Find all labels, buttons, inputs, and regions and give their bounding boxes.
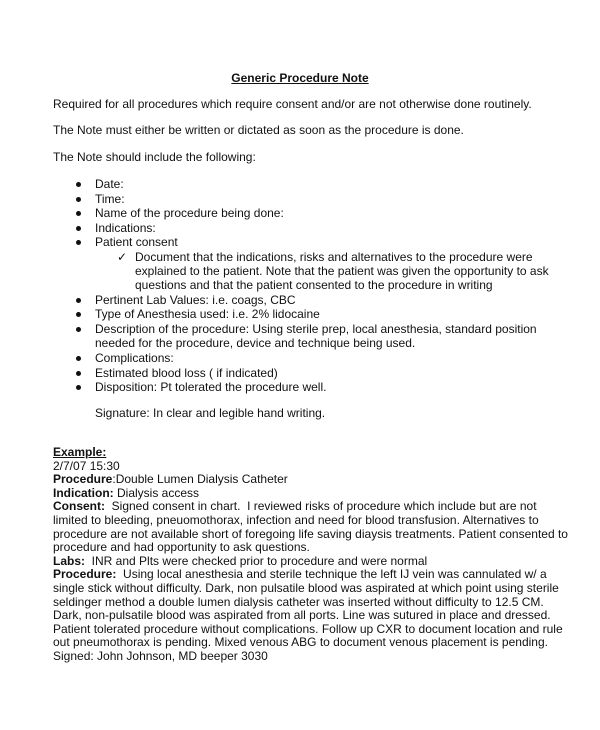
- example-procedure-text: Patient tolerated procedure without complications. Follow up CXR to document location and rule: [53, 621, 563, 636]
- field-value: Dialysis access: [113, 485, 200, 500]
- field-value: INR and Plts were checked prior to procedure and were normal: [85, 553, 428, 568]
- example-indication: [53, 486, 199, 500]
- bullet-text: Name of the procedure being done:: [95, 206, 284, 221]
- field-label: Procedure:: [53, 567, 117, 582]
- example-consent-text: limited to bleeding, pneuomothorax, infection and need for blood transfusion. Alternatives to: [53, 513, 539, 527]
- signature-instruction: Signature: In clear and legible hand writing.: [95, 406, 326, 420]
- bullet-icon: [76, 356, 81, 361]
- example-datetime: 2/7/07 15:30: [53, 458, 120, 473]
- example-procedure-text: Dark, non-pulsatile blood was aspirated from all ports. Line was sutured in place and dressed.: [53, 608, 551, 623]
- example-procedure-detail: [53, 567, 547, 581]
- bullet-icon: [76, 327, 81, 332]
- bullet-text: Complications:: [95, 351, 174, 365]
- bullet-text: Pertinent Lab Values: i.e. coags, CBC: [95, 292, 296, 307]
- bullet-text: Date:: [95, 177, 124, 191]
- example-signed: Signed: John Johnson, MD beeper 3030: [53, 649, 268, 663]
- bullet-icon: [76, 197, 81, 202]
- intro-paragraph: The Note should include the following:: [53, 150, 256, 164]
- example-procedure-text: seldinger method a double lumen dialysis catheter was inserted without difficulty to 12.5 CM.: [53, 594, 544, 609]
- bullet-icon: [76, 312, 81, 317]
- bullet-text: Indications:: [95, 220, 156, 235]
- checkmark-icon: ✓: [117, 250, 128, 264]
- bullet-icon: [76, 385, 81, 390]
- sub-bullet-text: questions and that the patient consented to the procedure in writing: [135, 278, 493, 293]
- bullet-text: Time:: [95, 191, 125, 206]
- field-label: Consent:: [53, 499, 105, 514]
- example-consent-text: procedure and had opportunity to ask questions.: [53, 540, 310, 555]
- bullet-icon: [76, 226, 81, 231]
- intro-paragraph: The Note must either be written or dictated as soon as the procedure is done.: [53, 123, 464, 137]
- bullet-icon: [76, 182, 81, 187]
- example-procedure-text: single stick without difficulty. Dark, non pulsatile blood was aspirated at which point using sterile: [53, 581, 559, 595]
- example-procedure-text: out pneumothorax is pending. Mixed venous ABG to document venous placement is pending.: [53, 635, 548, 650]
- example-procedure: [53, 472, 288, 486]
- field-value: :Double Lumen Dialysis Catheter: [112, 472, 288, 487]
- bullet-text: Disposition: Pt tolerated the procedure well.: [95, 380, 327, 395]
- page-title: Generic Procedure Note: [231, 71, 369, 85]
- example-heading: Example:: [53, 445, 107, 459]
- bullet-text: needed for the procedure, device and technique being used.: [95, 336, 416, 351]
- example-consent: [53, 499, 537, 513]
- bullet-text: Description of the procedure: Using sterile prep, local anesthesia, standard position: [95, 321, 537, 336]
- bullet-icon: [76, 211, 81, 216]
- bullet-text: Estimated blood loss ( if indicated): [95, 365, 278, 380]
- sub-bullet-text: explained to the patient. Note that the patient was given the opportunity to ask: [135, 264, 549, 279]
- sub-bullet-text: Document that the indications, risks and alternatives to the procedure were: [135, 250, 533, 264]
- bullet-icon: [76, 371, 81, 376]
- field-label: Indication:: [53, 485, 114, 500]
- bullet-text: Patient consent: [95, 235, 178, 250]
- field-value: Signed consent in chart. I reviewed risks of procedure which include but are not: [105, 499, 537, 514]
- field-value: Using local anesthesia and sterile technique the left IJ vein was cannulated w/ a: [116, 567, 547, 582]
- example-labs: [53, 554, 427, 568]
- bullet-text: Type of Anesthesia used: i.e. 2% lidocaine: [95, 307, 320, 322]
- field-label: Labs:: [53, 553, 86, 568]
- bullet-icon: [76, 240, 81, 245]
- field-label: Procedure: [53, 472, 113, 487]
- bullet-icon: [76, 298, 81, 303]
- example-consent-text: procedure are not available short of foregoing life saving diaysis treatments. Patient consented to: [53, 526, 568, 541]
- intro-paragraph: Required for all procedures which require consent and/or are not otherwise done routinely.: [53, 97, 532, 111]
